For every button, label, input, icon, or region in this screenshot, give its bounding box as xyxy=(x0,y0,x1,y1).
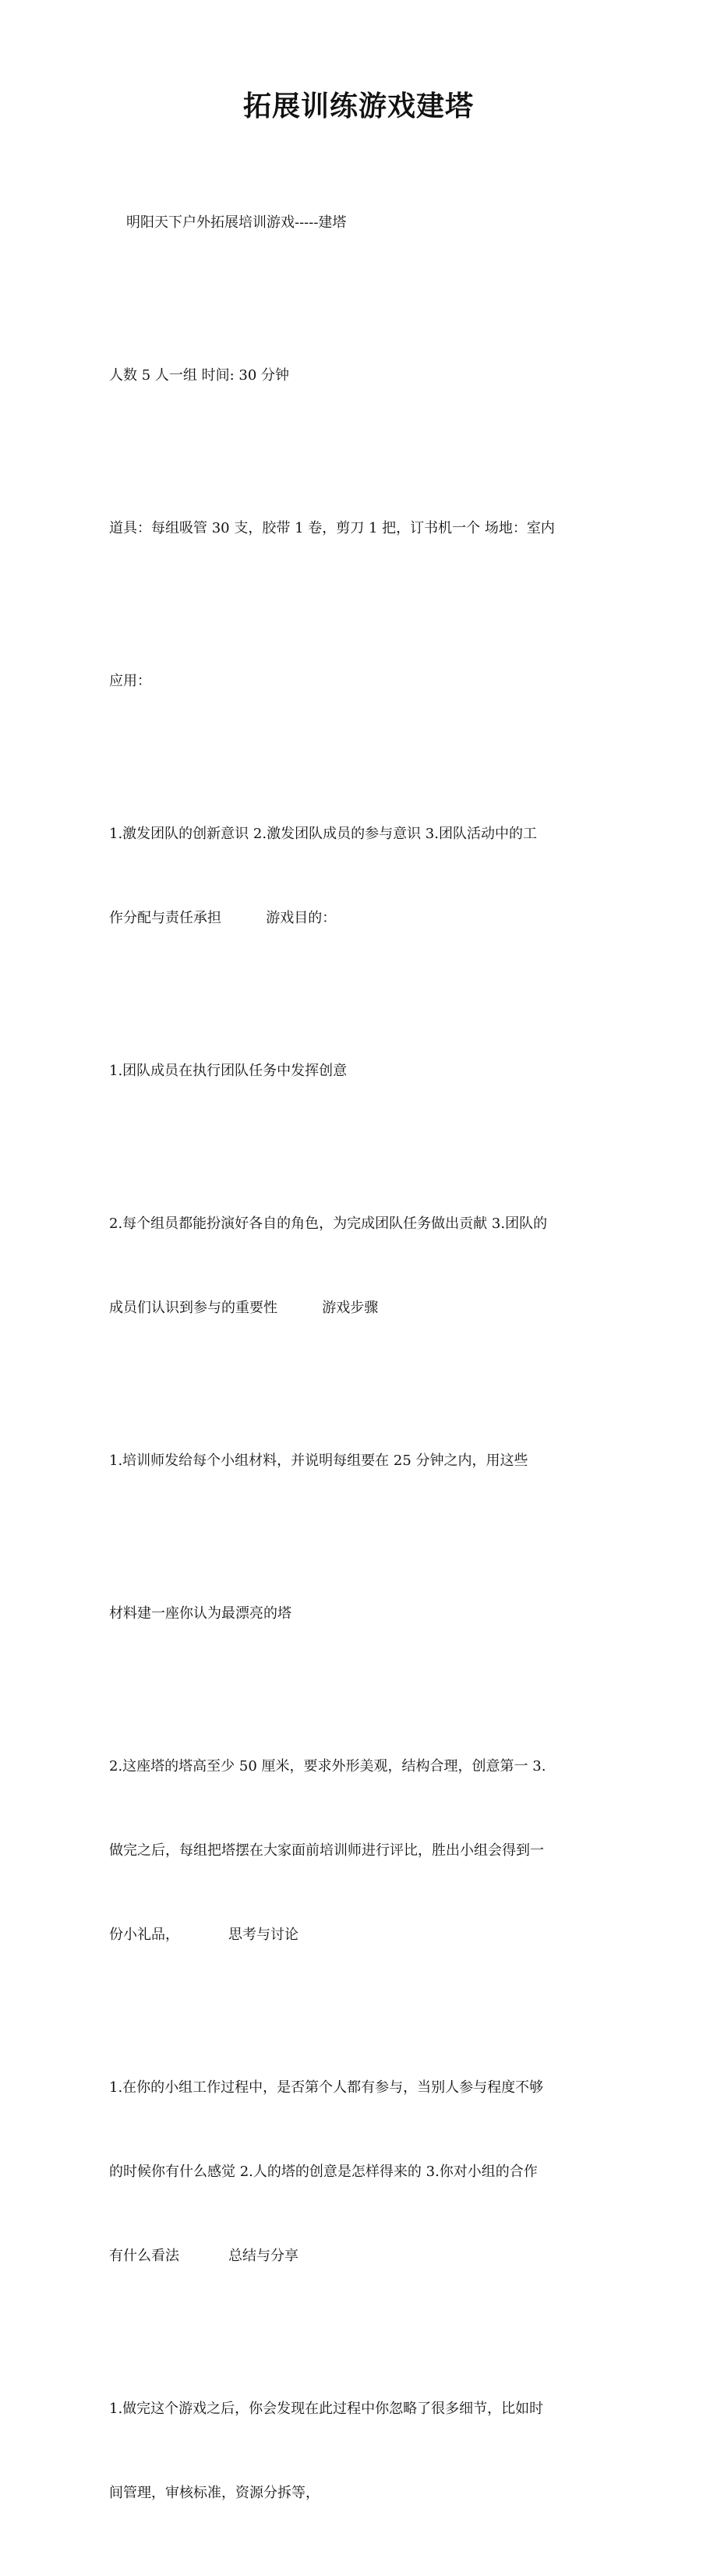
paragraph-line: 2.每个组员都能扮演好各自的角色，为完成团队任务做出贡献 3.团队的 xyxy=(109,1215,548,1232)
paragraph-line: 1.在你的小组工作过程中，是否第个人都有参与，当别人参与程度不够 xyxy=(109,2079,544,2096)
paragraph-line: 应用： xyxy=(109,673,151,689)
paragraph-line: 份小礼品， 思考与讨论 xyxy=(109,1927,298,1943)
paragraph-purpose-1 xyxy=(109,1001,612,1141)
paragraph-application-heading xyxy=(109,611,612,752)
paragraph-line: 间管理，审核标准，资源分拆等， xyxy=(109,2485,320,2501)
paragraph-line: 道具：每组吸管 30 支，胶带 1 卷，剪刀 1 把，订书机一个 场地：室内 xyxy=(109,520,555,536)
paragraph-line: 1.团队成员在执行团队任务中发挥创意 xyxy=(109,1063,348,1079)
paragraph-line: 材料建一座你认为最漂亮的塔 xyxy=(109,1605,291,1622)
paragraph-line: 1.培训师发给每个小组材料，并说明每组要在 25 分钟之内，用这些 xyxy=(109,1453,528,1469)
paragraph-line: 1.做完这个游戏之后，你会发现在此过程中你忽略了很多细节，比如时 xyxy=(109,2401,544,2417)
paragraph-people-time xyxy=(109,306,612,446)
paragraph-steps-1-cont xyxy=(109,1544,612,1684)
paragraph-steps-1 xyxy=(109,1391,612,1531)
paragraph-line: 人数 5 人一组 时间: 30 分钟 xyxy=(109,367,290,384)
paragraph-line: 的时候你有什么感觉 2.人的塔的创意是怎样得来的 3.你对小组的合作 xyxy=(109,2164,538,2180)
paragraph-purpose-2 xyxy=(109,1154,612,1378)
paragraph-line: 成员们认识到参与的重要性 游戏步骤 xyxy=(109,1300,379,1316)
paragraph-discussion xyxy=(109,2018,612,2327)
paragraph-line: 2.这座塔的塔高至少 50 厘米，要求外形美观，结构合理，创意第一 3. xyxy=(109,1758,546,1775)
paragraph-line: 做完之后，每组把塔摆在大家面前培训师进行评比，胜出小组会得到一 xyxy=(109,1842,544,1859)
document-body xyxy=(109,153,612,2576)
paragraph-steps-2 xyxy=(109,1697,612,2005)
paragraph-line: 作分配与责任承担 游戏目的： xyxy=(109,910,337,926)
paragraph-intro xyxy=(109,153,612,293)
paragraph-line: 有什么看法 总结与分享 xyxy=(109,2248,298,2264)
paragraph-line: 1.激发团队的创新意识 2.激发团队成员的参与意识 3.团队活动中的工 xyxy=(109,826,537,842)
document-title: 拓展训练游戏建塔 xyxy=(242,90,474,122)
paragraph-application-items xyxy=(109,764,612,989)
paragraph-props xyxy=(109,458,612,599)
paragraph-summary xyxy=(109,2339,612,2564)
paragraph-line: 明阳天下户外拓展培训游戏-----建塔 xyxy=(126,214,347,231)
